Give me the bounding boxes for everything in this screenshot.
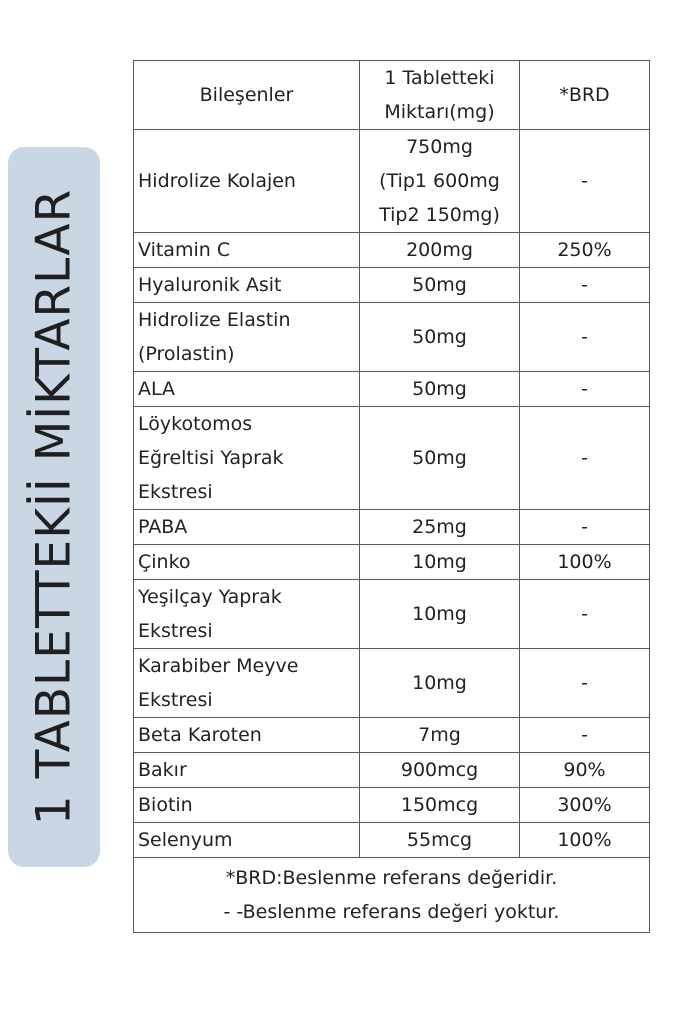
- table-row: [134, 649, 650, 718]
- side-label: 1 TABLETTEKİİ MİKTARLAR: [26, 188, 82, 826]
- ingredient-name: Çinko: [138, 551, 191, 573]
- amount-cell: [360, 580, 520, 649]
- brd-value: 300%: [557, 794, 612, 816]
- brd-value: -: [581, 603, 588, 625]
- ingredient-name-cell: [134, 233, 360, 268]
- brd-value: 100%: [557, 829, 612, 851]
- amount-value: Tip2 150mg): [379, 204, 500, 226]
- table-row: [134, 510, 650, 545]
- brd-value: -: [581, 447, 588, 469]
- table-row: [134, 580, 650, 649]
- ingredient-name-cell: [134, 268, 360, 303]
- brd-cell: [520, 580, 650, 649]
- table-row: [134, 303, 650, 372]
- footnote-brd: *BRD:Beslenme referans değeridir.: [225, 867, 558, 889]
- table-row: [134, 372, 650, 407]
- ingredient-name: Hidrolize Kolajen: [138, 170, 296, 192]
- ingredient-name-cell: [134, 372, 360, 407]
- brd-value: -: [581, 378, 588, 400]
- amount-cell: [360, 545, 520, 580]
- brd-cell: [520, 788, 650, 823]
- side-label-tab: [8, 147, 100, 867]
- amount-cell: [360, 303, 520, 372]
- amount-cell: [360, 823, 520, 858]
- amount-cell: [360, 233, 520, 268]
- table-header-row: [134, 61, 650, 130]
- brd-value: -: [581, 274, 588, 296]
- ingredient-name: Löykotomos: [138, 413, 253, 435]
- amount-value: 55mcg: [406, 829, 473, 851]
- ingredient-name-cell: [134, 545, 360, 580]
- header-ingredients: Bileşenler: [134, 61, 360, 130]
- ingredient-name-cell: [134, 580, 360, 649]
- brd-cell: [520, 268, 650, 303]
- ingredient-name: Karabiber Meyve: [138, 655, 299, 677]
- amount-value: 10mg: [412, 672, 467, 694]
- brd-value: -: [581, 170, 588, 192]
- amount-value: 750mg: [406, 136, 473, 158]
- ingredient-name-cell: [134, 718, 360, 753]
- ingredient-name-cell: [134, 649, 360, 718]
- ingredient-name-cell: [134, 753, 360, 788]
- amount-cell: [360, 753, 520, 788]
- amount-cell: [360, 788, 520, 823]
- header-amount-line: 1 Tabletteki: [384, 67, 495, 89]
- ingredient-name: Beta Karoten: [138, 724, 262, 746]
- amount-value: 50mg: [412, 326, 467, 348]
- brd-cell: [520, 823, 650, 858]
- brd-cell: [520, 545, 650, 580]
- amount-value: 50mg: [412, 378, 467, 400]
- amount-value: 150mcg: [400, 794, 479, 816]
- table-row: [134, 407, 650, 510]
- amount-value: 50mg: [412, 447, 467, 469]
- ingredient-name: Ekstresi: [138, 689, 213, 711]
- table-row: [134, 788, 650, 823]
- ingredient-name: ALA: [138, 378, 176, 400]
- amount-value: 200mg: [406, 239, 473, 261]
- brd-cell: [520, 233, 650, 268]
- brd-value: -: [581, 672, 588, 694]
- brd-cell: [520, 649, 650, 718]
- brd-cell: [520, 510, 650, 545]
- amount-value: 10mg: [412, 603, 467, 625]
- brd-value: 90%: [563, 759, 606, 781]
- ingredient-name: Vitamin C: [138, 239, 231, 261]
- nutrition-table: [133, 60, 650, 933]
- header-amount-line: Miktarı(mg): [384, 101, 495, 123]
- header-brd: *BRD: [520, 61, 650, 130]
- brd-cell: [520, 372, 650, 407]
- amount-cell: [360, 649, 520, 718]
- amount-cell: [360, 372, 520, 407]
- brd-value: 250%: [557, 239, 612, 261]
- amount-value: 25mg: [412, 516, 467, 538]
- table-row: [134, 130, 650, 233]
- amount-cell: [360, 510, 520, 545]
- ingredient-name: Hidrolize Elastin: [138, 309, 291, 331]
- ingredient-name-cell: [134, 510, 360, 545]
- amount-value: 50mg: [412, 274, 467, 296]
- amount-cell: [360, 130, 520, 233]
- footnote-row: [134, 858, 650, 933]
- ingredient-name: (Prolastin): [138, 343, 235, 365]
- table-row: [134, 823, 650, 858]
- brd-value: -: [581, 724, 588, 746]
- table-row: [134, 545, 650, 580]
- ingredient-name: Biotin: [138, 794, 193, 816]
- footnote-dash: - -Beslenme referans değeri yoktur.: [223, 901, 560, 923]
- brd-value: -: [581, 326, 588, 348]
- brd-cell: [520, 407, 650, 510]
- amount-value: 10mg: [412, 551, 467, 573]
- table-row: [134, 753, 650, 788]
- brd-cell: [520, 718, 650, 753]
- ingredient-name: Selenyum: [138, 829, 233, 851]
- brd-cell: [520, 303, 650, 372]
- ingredient-name: Bakır: [138, 759, 187, 781]
- footnote-cell: [134, 858, 650, 933]
- brd-cell: [520, 753, 650, 788]
- brd-value: 100%: [557, 551, 612, 573]
- ingredient-name: Ekstresi: [138, 481, 213, 503]
- ingredient-name-cell: [134, 788, 360, 823]
- ingredient-name: Yeşilçay Yaprak: [138, 586, 282, 608]
- brd-value: -: [581, 516, 588, 538]
- header-amount: [360, 61, 520, 130]
- ingredient-name: PABA: [138, 516, 188, 538]
- ingredient-name: Hyaluronik Asit: [138, 274, 282, 296]
- ingredient-name: Eğreltisi Yaprak: [138, 447, 284, 469]
- ingredient-name-cell: [134, 303, 360, 372]
- amount-cell: [360, 718, 520, 753]
- ingredient-name-cell: [134, 407, 360, 510]
- table-row: [134, 233, 650, 268]
- ingredient-name: Ekstresi: [138, 620, 213, 642]
- table-row: [134, 718, 650, 753]
- table-row: [134, 268, 650, 303]
- brd-cell: [520, 130, 650, 233]
- amount-value: 7mg: [418, 724, 461, 746]
- ingredient-name-cell: [134, 130, 360, 233]
- amount-cell: [360, 268, 520, 303]
- amount-value: (Tip1 600mg: [379, 170, 500, 192]
- amount-value: 900mcg: [400, 759, 479, 781]
- amount-cell: [360, 407, 520, 510]
- ingredient-name-cell: [134, 823, 360, 858]
